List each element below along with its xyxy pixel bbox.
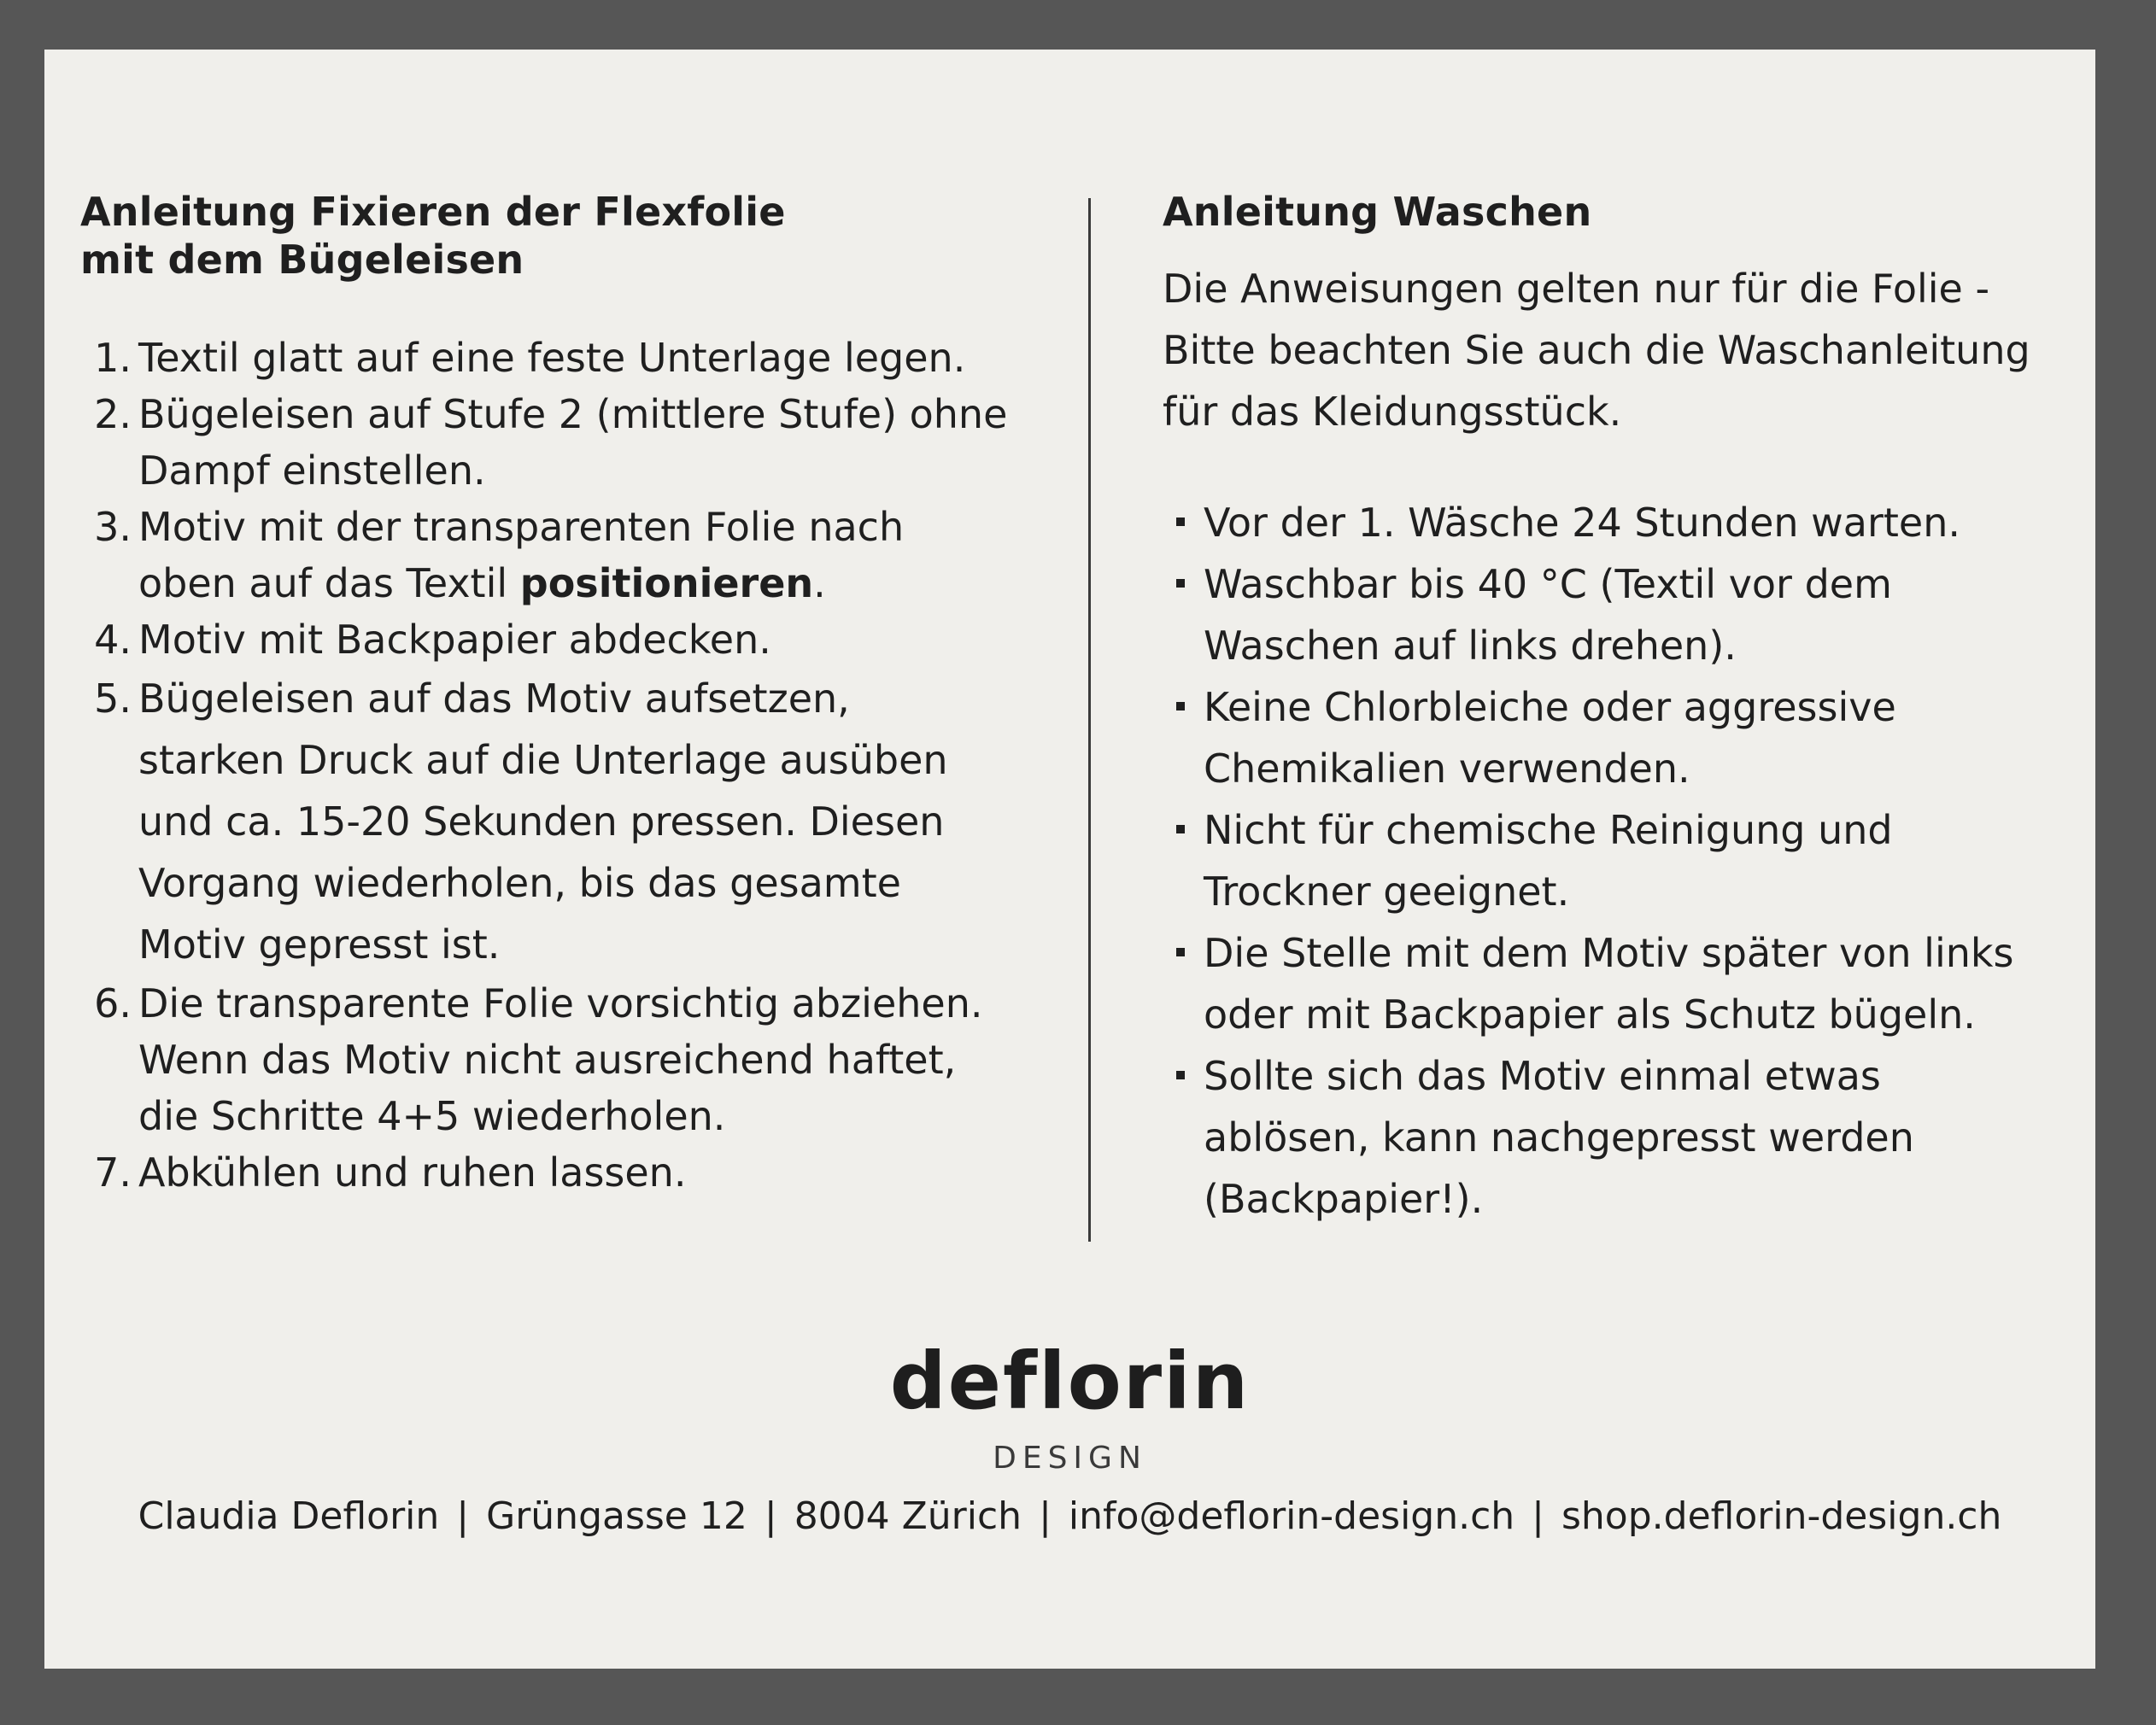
contact-street: Grüngasse 12 <box>486 1494 747 1538</box>
bullet-icon <box>1176 579 1185 588</box>
emphasis-positionieren: positionieren <box>519 560 814 606</box>
bullet-icon <box>1176 1071 1185 1079</box>
list-item: Sollte sich das Motiv einmal etwas ablösen, kann nachgepresst werden (Backpapier!). <box>1163 1045 2085 1230</box>
list-item: Waschbar bis 40 °C (Textil vor dem Waschen auf links drehen). <box>1163 553 2085 676</box>
ironing-steps <box>80 330 1080 1201</box>
washing-heading: Anleitung Waschen <box>1163 189 1592 235</box>
contact-footer <box>44 1493 2095 1541</box>
step-7: 7. Abkühlen und ruhen lassen. <box>94 1149 687 1196</box>
contact-email: info@deflorin-design.ch <box>1068 1494 1515 1538</box>
instruction-card <box>44 50 2095 1669</box>
bullet-icon <box>1176 702 1185 710</box>
list-item: Nicht für chemische Reinigung und Trockner geeignet. <box>1163 799 2085 922</box>
step-6: 6. Die transparente Folie vorsichtig abziehen. Wenn das Motiv nicht ausreichend haftet, die Schritte 4+5 wiederholen. <box>94 980 983 1139</box>
column-divider <box>1088 198 1091 1242</box>
step-3: 3. Motiv mit der transparenten Folie nach oben auf das Textil positionieren. <box>94 504 905 606</box>
bullet-icon <box>1176 518 1185 526</box>
contact-city: 8004 Zürich <box>794 1494 1022 1538</box>
step-4: 4. Motiv mit Backpapier abdecken. <box>94 617 771 663</box>
contact-shop: shop.deflorin-design.ch <box>1561 1494 2002 1538</box>
step-5: 5. Bügeleisen auf das Motiv aufsetzen, starken Druck auf die Unterlage ausüben und ca. 15-20 Sekunden pressen. Diesen Vorgang wiederholen, bis das gesamte Motiv gepresst ist. <box>94 675 948 968</box>
separator: | <box>1039 1494 1052 1538</box>
contact-name: Claudia Deflorin <box>138 1494 440 1538</box>
separator: | <box>764 1494 777 1538</box>
ironing-heading: Anleitung Fixieren der Flexfolie mit dem Bügeleisen <box>80 189 786 283</box>
bullet-icon <box>1176 825 1185 833</box>
washing-instructions <box>1163 188 2085 1230</box>
separator: | <box>456 1494 470 1538</box>
step-2: 2. Bügeleisen auf Stufe 2 (mittlere Stufe) ohne Dampf einstellen. <box>94 391 1008 494</box>
ironing-instructions <box>80 188 1080 1201</box>
bullet-icon <box>1176 948 1185 956</box>
logo-wordmark: deflorin <box>889 1336 1251 1427</box>
list-item: Die Stelle mit dem Motiv später von links oder mit Backpapier als Schutz bügeln. <box>1163 922 2085 1045</box>
washing-intro: Die Anweisungen gelten nur für die Folie - Bitte beachten Sie auch die Waschanleitung für das Kleidungsstück. <box>1163 266 2030 435</box>
logo-subtitle: DESIGN <box>993 1441 1147 1476</box>
brand-logo <box>44 1336 2095 1477</box>
list-item: Keine Chlorbleiche oder aggressive Chemikalien verwenden. <box>1163 676 2085 799</box>
washing-list <box>1163 492 2085 1230</box>
separator: | <box>1532 1494 1544 1538</box>
list-item: Vor der 1. Wäsche 24 Stunden warten. <box>1163 492 2085 553</box>
step-1: 1. Textil glatt auf eine feste Unterlage legen. <box>94 335 966 381</box>
